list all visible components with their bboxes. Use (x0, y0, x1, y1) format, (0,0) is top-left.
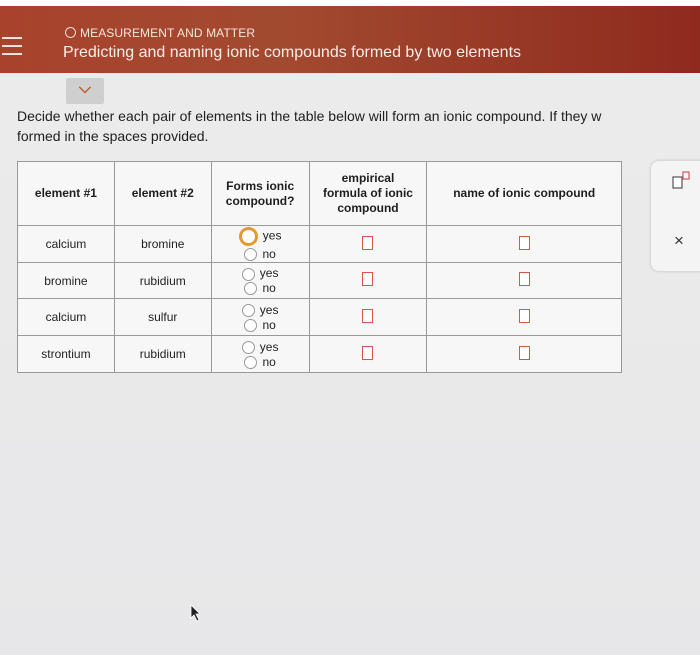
forms-ionic-cell (211, 226, 309, 263)
topic-status-icon (65, 27, 76, 38)
chevron-down-icon: ⌵ (78, 80, 92, 97)
instructions (17, 106, 700, 146)
instructions-line-1: Decide whether each pair of elements in the table below will form an ionic compound. If they w (17, 108, 602, 124)
yes-option[interactable] (239, 227, 282, 246)
no-radio[interactable] (244, 282, 257, 295)
superscript-box-icon[interactable] (672, 171, 690, 189)
no-option[interactable] (244, 281, 275, 295)
instructions-line-2: formed in the spaces provided. (17, 128, 209, 144)
yes-option[interactable] (242, 340, 279, 354)
element-2-cell: bromine (114, 226, 211, 263)
formula-input[interactable] (362, 236, 373, 250)
header-formula-line-1: empirical (341, 171, 395, 185)
yes-label: yes (259, 266, 279, 281)
no-option[interactable] (244, 318, 275, 332)
formula-input[interactable] (362, 346, 373, 360)
header-element-2: element #2 (114, 162, 211, 226)
compound-name-cell (427, 226, 622, 263)
element-1-cell: calcium (18, 299, 115, 336)
header-formula-line-3: compound (337, 201, 399, 215)
header-formula-line-2: formula of ionic (322, 186, 413, 200)
compound-table (17, 161, 622, 373)
header-bar (0, 6, 700, 73)
formula-input[interactable] (362, 309, 373, 323)
yes-option[interactable] (242, 266, 279, 280)
formula-cell (309, 299, 427, 336)
compound-name-cell (427, 336, 622, 373)
compound-name-input[interactable] (519, 272, 530, 286)
yes-radio[interactable] (242, 304, 255, 317)
formula-cell (309, 263, 427, 299)
no-option[interactable] (244, 247, 275, 261)
yes-label: yes (259, 339, 279, 354)
formula-input[interactable] (362, 272, 373, 286)
element-1-cell: strontium (18, 336, 115, 373)
close-icon[interactable]: × (674, 231, 684, 250)
forms-ionic-cell (211, 263, 309, 299)
compound-name-cell (427, 263, 622, 299)
no-radio[interactable] (244, 248, 257, 261)
no-option[interactable] (244, 355, 275, 369)
table-row (18, 299, 622, 336)
element-1-cell: bromine (18, 263, 115, 299)
page-title: Predicting and naming ionic compounds formed by two elements (63, 44, 522, 61)
table-row (18, 263, 622, 299)
formula-cell (309, 226, 427, 263)
header-forms-line-2: compound? (225, 193, 295, 208)
hamburger-icon[interactable] (2, 37, 22, 57)
forms-ionic-cell (211, 336, 309, 373)
header-forms-line-1: Forms ionic (226, 178, 295, 193)
header-element-1: element #1 (18, 162, 115, 226)
compound-name-cell (427, 299, 622, 336)
yes-radio[interactable] (242, 268, 255, 281)
element-2-cell: rubidium (114, 263, 211, 299)
no-radio[interactable] (244, 319, 257, 332)
compound-name-input[interactable] (519, 309, 530, 323)
yes-label: yes (259, 302, 279, 317)
header-compound-name: name of ionic compound (427, 162, 622, 226)
no-label: no (262, 354, 276, 369)
yes-radio[interactable] (242, 341, 255, 354)
table-row (18, 336, 622, 373)
topic-label: MEASUREMENT AND MATTER (80, 26, 256, 40)
element-2-cell: rubidium (114, 336, 211, 373)
compound-name-input[interactable] (519, 236, 530, 250)
compound-name-input[interactable] (519, 346, 530, 360)
yes-radio[interactable] (239, 227, 258, 246)
collapse-button[interactable] (66, 78, 104, 104)
formula-cell (309, 336, 427, 373)
header-row (18, 162, 622, 226)
no-label: no (262, 246, 276, 261)
element-1-cell: calcium (18, 226, 115, 263)
yes-label: yes (262, 228, 282, 243)
header-forms-ionic (211, 162, 309, 226)
no-label: no (262, 317, 276, 332)
header-formula (309, 162, 427, 226)
element-2-cell: sulfur (114, 299, 211, 336)
mouse-pointer-icon (190, 604, 202, 622)
no-radio[interactable] (244, 356, 257, 369)
yes-option[interactable] (242, 303, 279, 317)
forms-ionic-cell (211, 299, 309, 336)
table-row (18, 226, 622, 263)
no-label: no (262, 281, 276, 296)
